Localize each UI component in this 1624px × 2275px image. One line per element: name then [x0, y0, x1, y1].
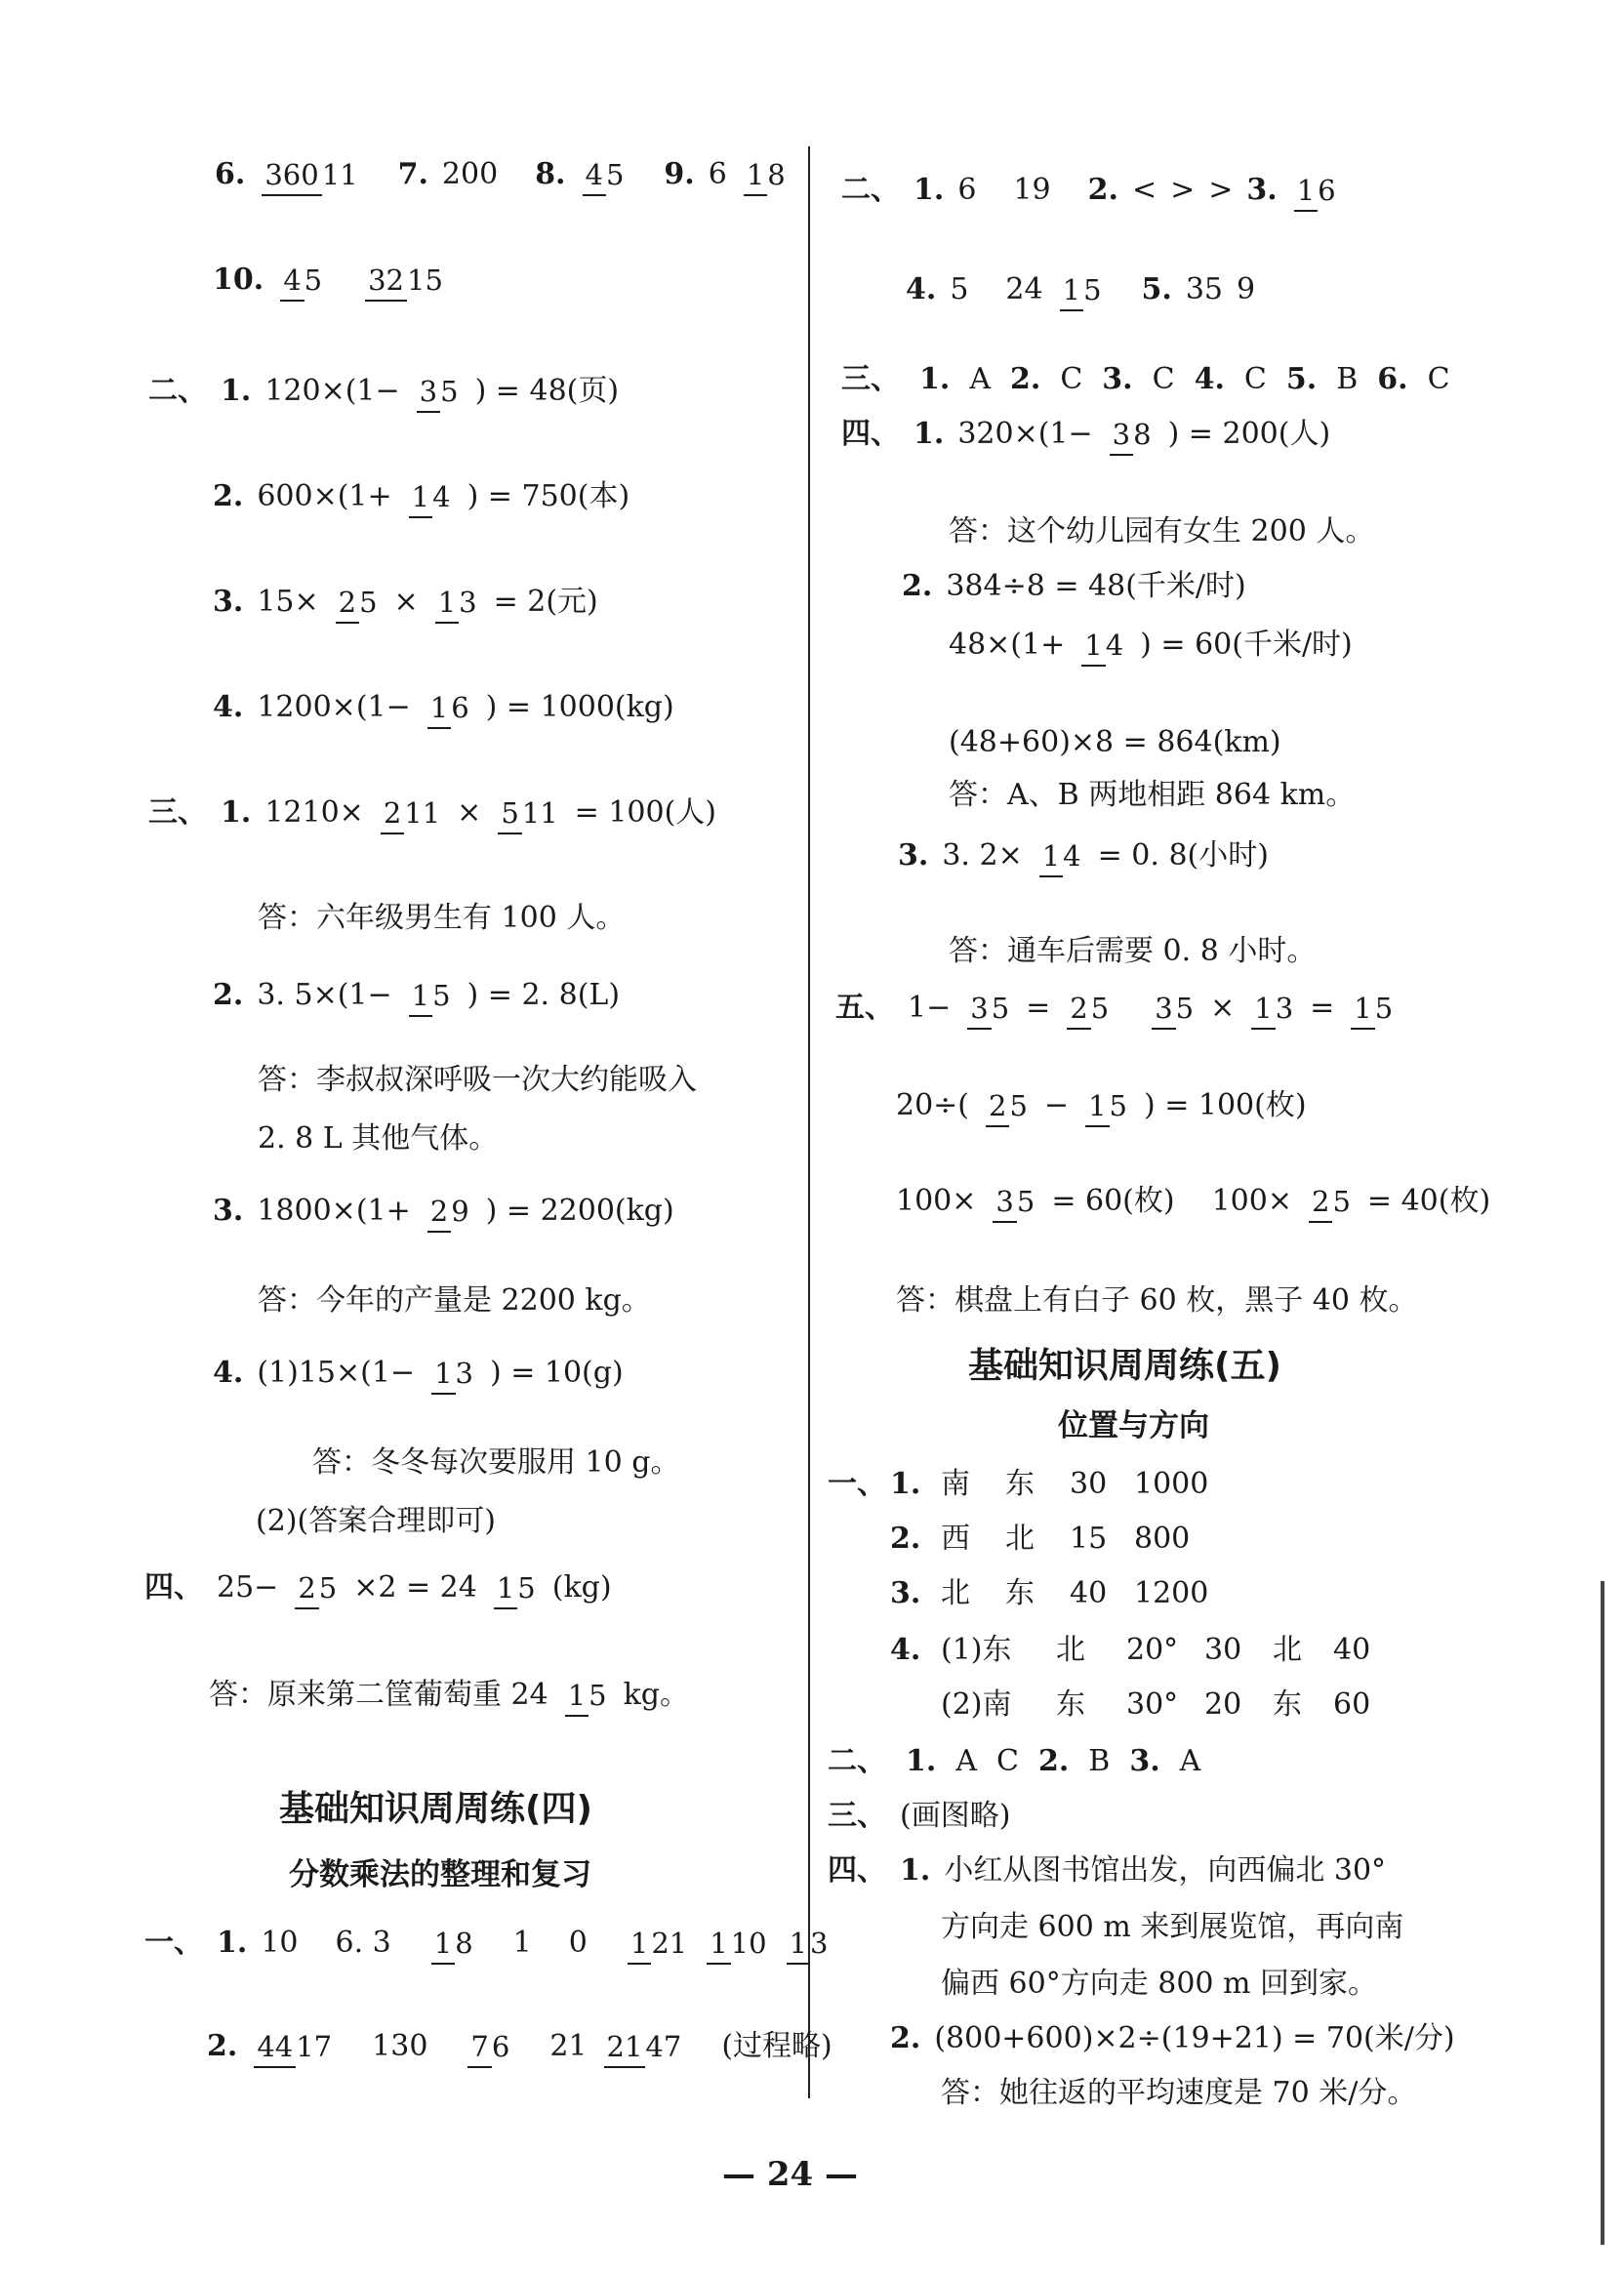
- section-title-week-4: 基础知识周周练(四): [279, 1789, 592, 1829]
- answer-text: 答：冬冬每次要服用 10 g。: [312, 1445, 680, 1480]
- answer-text: 答：六年级男生有 100 人。: [258, 901, 626, 935]
- fraction: 1 8: [431, 1929, 473, 1958]
- answer-text: 答：A、B 两地相距 864 km。: [949, 778, 1356, 812]
- fraction: 1 5: [494, 1573, 536, 1603]
- item-number: 6.: [215, 157, 246, 192]
- answer-text: 答：李叔叔深呼吸一次大约能吸入: [258, 1063, 697, 1097]
- fraction: 2 5: [336, 588, 378, 617]
- fraction: 5 11: [498, 798, 557, 828]
- fraction: 2 5: [1309, 1187, 1351, 1216]
- fraction: 3 5: [417, 377, 459, 406]
- fraction: 1 3: [1251, 994, 1293, 1023]
- section-4-answer: 答：原来第二筐葡萄重 24 1 5 kg。: [209, 1681, 689, 1710]
- position-row-1: 一、 1. 南 东 30 1000: [828, 1467, 1209, 1501]
- fraction: 4 5: [280, 265, 322, 295]
- week-4-item-2: 2. 44 17 130 7 6 21 21 47 (过程略): [207, 2032, 832, 2061]
- column-divider: [808, 146, 810, 2098]
- right-section-3: 三、 1. A 2. C 3. C 4. C 5. B 6. C: [841, 362, 1450, 396]
- fraction: 44 17: [254, 2032, 332, 2061]
- fraction: 1 3: [787, 1929, 829, 1958]
- answer-text: 答：这个幼儿园有女生 200 人。: [949, 514, 1375, 548]
- week-4-item-1: 一、 1. 10 6. 3 1 8 1 0 1 21 1 10 1 3: [144, 1929, 831, 1958]
- fraction: 1 8: [744, 160, 786, 189]
- fraction: 3 5: [1152, 994, 1194, 1023]
- section-4: 四、 25− 2 5 ×2 = 24 1 5 (kg): [144, 1573, 612, 1603]
- fraction: 7 6: [467, 2032, 509, 2061]
- fraction: 3 8: [1110, 420, 1152, 449]
- position-section-2: 二、 1. A C 2. B 3. A: [828, 1744, 1201, 1778]
- fraction: 2 5: [986, 1091, 1028, 1120]
- answer-text: 答：她往返的平均速度是 70 米/分。: [941, 2076, 1417, 2110]
- section-2-item-4: 4. 1200×(1− 1 6 ) = 1000(kg): [213, 693, 674, 722]
- fraction: 1 10: [707, 1929, 766, 1958]
- fraction: 1 5: [565, 1681, 607, 1710]
- answer-text: 答：今年的产量是 2200 kg。: [258, 1283, 651, 1318]
- calc-line: (48+60)×8 = 864(km): [949, 725, 1281, 759]
- fraction: 1 21: [628, 1929, 687, 1958]
- section-subtitle-week-4: 分数乘法的整理和复习: [289, 1857, 591, 1892]
- fraction: 2 5: [1067, 994, 1109, 1023]
- fraction: 1 3: [435, 588, 477, 617]
- right-section-5-line-3: 100× 3 5 = 60(枚) 100× 2 5 = 40(枚): [896, 1187, 1490, 1216]
- section-title-week-5: 基础知识周周练(五): [968, 1346, 1281, 1386]
- fraction: 1 4: [1081, 630, 1123, 660]
- section-3-item-3: 3. 1800×(1+ 2 9 ) = 2200(kg): [213, 1197, 674, 1226]
- position-row-3: 3. 北 东 40 1200: [890, 1576, 1209, 1610]
- fraction: 1 4: [1039, 841, 1081, 871]
- right-section-2-line-1: 二、 1. 6 19 2. < > > 3. 1 6: [841, 176, 1339, 205]
- fraction: 2 11: [381, 798, 440, 828]
- right-section-2-line-2: 4. 5 24 1 5 5. 35 9: [906, 275, 1255, 305]
- answer-value: 6: [708, 157, 727, 192]
- section-3-item-4: 4. (1)15×(1− 1 3 ) = 10(g): [213, 1359, 624, 1388]
- fraction: 32 15: [365, 265, 443, 295]
- position-section-4-item-2: 2. (800+600)×2÷(19+21) = 70(米/分): [890, 2021, 1455, 2055]
- item-number: 7.: [397, 157, 428, 192]
- right-section-5-line-2: 20÷( 2 5 − 1 5 ) = 100(枚): [896, 1091, 1307, 1120]
- item-number: 9.: [664, 157, 695, 192]
- position-section-3: 三、 (画图略): [828, 1799, 1011, 1833]
- right-section-4-item-2: 2. 384÷8 = 48(千米/时): [902, 569, 1246, 603]
- answer-text: 偏西 60°方向走 800 m 回到家。: [941, 1967, 1378, 2001]
- fraction: 1 5: [409, 981, 451, 1010]
- answer-text: (2)(答案合理即可): [256, 1504, 496, 1538]
- fraction: 1 6: [427, 693, 469, 722]
- answer-text: 答：棋盘上有白子 60 枚，黑子 40 枚。: [896, 1283, 1418, 1318]
- fraction: 1 6: [1294, 176, 1336, 205]
- fraction: 1 5: [1351, 994, 1393, 1023]
- left-line-2: [213, 263, 446, 298]
- section-2-item-2: 2. 600×(1+ 1 4 ) = 750(本): [213, 482, 629, 511]
- position-row-5: (2)南 东 30° 20 东 60: [941, 1687, 1371, 1722]
- answer-text: 答：通车后需要 0. 8 小时。: [949, 934, 1317, 968]
- position-row-4: 4. (1)东 北 20° 30 北 40: [890, 1633, 1371, 1667]
- fraction: 360 11: [262, 160, 357, 189]
- fraction: 3 5: [993, 1187, 1035, 1216]
- fraction: 4 5: [583, 160, 625, 189]
- fraction: 1 4: [409, 482, 451, 511]
- fraction: 2 9: [427, 1197, 469, 1226]
- section-2-item-3: 3. 15× 2 5 × 1 3 = 2(元): [213, 588, 598, 617]
- right-section-5-line-1: 五、 1− 3 5 = 2 5 3 5 × 1 3 = 1 5: [835, 994, 1396, 1023]
- item-number: 8.: [535, 157, 566, 192]
- section-3-item-1: 三、 1. 1210× 2 11 × 5 11 = 100(人): [148, 798, 716, 828]
- fraction: 1 5: [1060, 275, 1102, 305]
- page-edge-shadow: [1601, 1581, 1604, 2245]
- item-number: 10.: [213, 263, 264, 298]
- section-subtitle-week-5: 位置与方向: [1058, 1408, 1209, 1443]
- left-line-1: [215, 157, 789, 192]
- fraction: 2 5: [295, 1573, 337, 1603]
- right-section-4-item-1: 四、 1. 320×(1− 3 8 ) = 200(人): [841, 420, 1330, 449]
- page-number: — 24 —: [722, 2155, 858, 2194]
- section-3-item-2: 2. 3. 5×(1− 1 5 ) = 2. 8(L): [213, 981, 620, 1010]
- position-row-2: 2. 西 北 15 800: [890, 1522, 1191, 1556]
- answer-text: 方向走 600 m 来到展览馆，再向南: [941, 1910, 1404, 1944]
- right-section-4-item-3: 3. 3. 2× 1 4 = 0. 8(小时): [898, 841, 1269, 871]
- fraction: 3 5: [967, 994, 1009, 1023]
- fraction: 21 47: [604, 2032, 682, 2061]
- position-section-4-item-1: 四、 1. 小红从图书馆出发，向西偏北 30°: [828, 1853, 1387, 1888]
- right-section-4-item-2-step: 48×(1+ 1 4 ) = 60(千米/时): [949, 630, 1353, 660]
- answer-value: 200: [441, 157, 499, 192]
- answer-text: 2. 8 L 其他气体。: [258, 1121, 499, 1156]
- section-2-item-1: 二、 1. 120×(1− 3 5 ) = 48(页): [148, 377, 619, 406]
- fraction: 1 3: [431, 1359, 473, 1388]
- fraction: 1 5: [1085, 1091, 1127, 1120]
